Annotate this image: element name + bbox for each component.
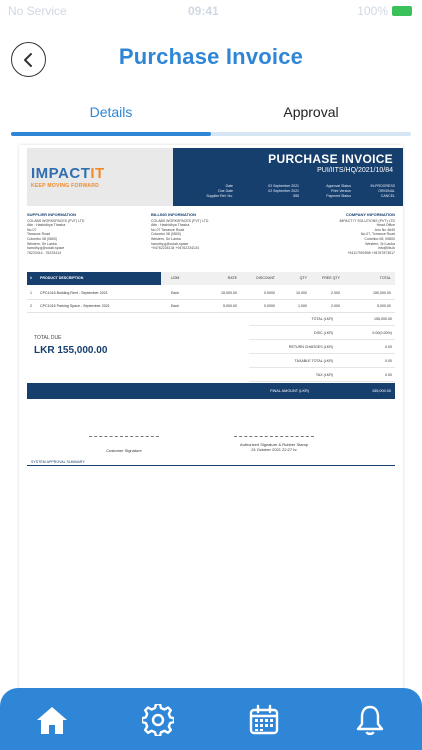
table-row: 2 CPC1016 Parking Space - September 2021 Each 5,000.00 0.0000 1.000 2.000 5,000.00 — [27, 300, 395, 313]
authorized-signature-line — [234, 436, 314, 437]
clock: 09:41 — [188, 4, 219, 18]
meta-left-labels: Date Due Date Supplier Ref. No. — [206, 184, 233, 198]
calendar-icon — [248, 704, 280, 736]
nav-home[interactable] — [34, 702, 70, 738]
logo-text-a: IMPACT — [31, 165, 91, 182]
bottom-navigation — [0, 688, 422, 750]
total-row: TOTAL (LKR) 155,000.00 — [249, 313, 395, 326]
company-logo — [31, 165, 105, 189]
nav-notifications[interactable] — [352, 702, 388, 738]
invoice-logo-panel — [27, 148, 173, 206]
tab-bar — [11, 104, 411, 138]
invoice-number: PUI/IITS/HQ/2021/10/84 — [317, 167, 393, 174]
nav-calendar[interactable] — [246, 702, 282, 738]
return-charges-row: RETURN CHARGES (LKR) 0.00 — [249, 341, 395, 354]
approval-summary-divider — [27, 465, 395, 466]
customer-signature-label: Customer Signature — [106, 448, 142, 453]
logo-tagline: KEEP MOVING FORWARD — [31, 183, 100, 189]
carrier-text: No Service — [8, 4, 67, 18]
bell-icon — [355, 704, 385, 736]
company-info: COMPANY INFORMATION IMPACT IT SOLUTIONS (PVT) LTD Head Office Ann No 4649 No.07, Torrance Road Colombo 08, 00800 Western, Sri Lanka info@iits.lk +94117992598 +94767873517 — [339, 212, 395, 255]
total-due-value: LKR 155,000.00 — [34, 345, 108, 356]
table-row: 1 CPC1016 Building Rent - September 2021 Each 15,000.00 0.0000 10.000 2.000 150,000.00 — [27, 287, 395, 300]
battery-percent: 100% — [357, 4, 388, 18]
supplier-info: SUPPLIER INFORMATION COLABS WORKSPACES (PVT) LTD Attn : Hashidhya Thasha No.07 Tarrance Road Colombo 08 (0800) Western, Sri Lanka hamdhy.g@colab.space 76223414 : 76223414 — [27, 212, 85, 255]
invoice-title: PURCHASE INVOICE — [268, 152, 393, 166]
logo-text-b: IT — [90, 165, 105, 182]
final-amount-bar: FINAL AMOUNT (LKR) 155,000.00 — [27, 383, 395, 399]
meta-left-values: 02 September 2021 02 September 2021 555 — [268, 184, 299, 198]
taxable-total-row: TAXABLE TOTAL (LKR) 0.00 — [249, 355, 395, 368]
tab-details[interactable]: Details — [89, 104, 133, 120]
authorized-signature-block: Authorized Signature & Rubber Stamp 24 October 2021 22:27 hr — [239, 442, 309, 452]
discount-row: DISC (LKR) 0.00(0.00%) — [249, 327, 395, 340]
nav-settings[interactable] — [140, 702, 176, 738]
tax-row: TAX (LKR) 0.00 — [249, 369, 395, 382]
items-table-header: # PRODUCT DESCRIPTION UOM RATE DISCOUNT QTY FREE QTY TOTAL — [27, 272, 395, 285]
gear-icon — [142, 704, 174, 736]
meta-right-values: IN-PROGRESS ORIGINAL CANCEL — [370, 184, 395, 198]
customer-signature-line — [89, 436, 159, 437]
status-bar — [0, 0, 422, 22]
home-icon — [35, 704, 69, 736]
tab-approval[interactable]: Approval — [283, 104, 339, 120]
tab-indicator — [11, 132, 211, 136]
total-due-label: TOTAL DUE — [34, 335, 62, 341]
approval-summary-heading: SYSTEM APPROVAL SUMMARY — [31, 460, 85, 464]
billing-info: BILLING INFORMATION COLABS WORKSPACES (PVT) LTD Attn : Hashidhya Thasha No.07 Tarrance Road Colombo 08 (0800) Western, Sri Lanka hamdhy.g@colab.space +94762234134 +94762234134 — [151, 212, 209, 251]
invoice-document[interactable] — [19, 145, 403, 690]
battery-icon — [392, 6, 412, 16]
meta-right-labels: Approval Status Print Version Payment Status — [326, 184, 351, 198]
invoice-header-panel — [173, 148, 403, 206]
page-title: Purchase Invoice — [118, 44, 304, 69]
